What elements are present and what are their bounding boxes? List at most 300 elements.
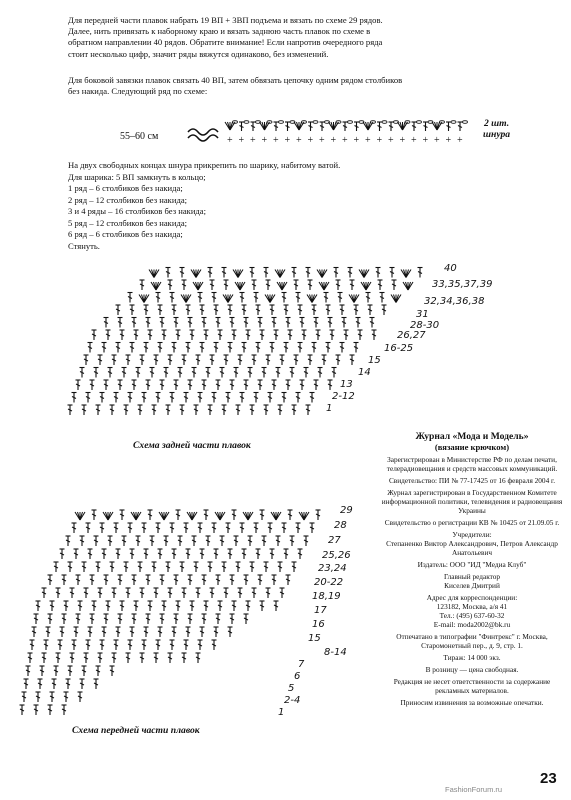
row-label: 18,19 [312,591,341,602]
stitch-symbol [190,330,195,340]
stitch-symbol [254,523,259,533]
stitch-symbol [252,588,257,598]
fan-symbol [151,282,161,290]
fan-symbol [319,282,329,290]
stitch-symbol [276,536,281,546]
stitch-symbol [354,343,359,353]
row-label: 40 [444,263,457,274]
stitch-symbol [232,330,237,340]
stitch-symbol [184,640,189,650]
stitch-symbol [200,627,205,637]
stitch-symbol [338,293,343,303]
stitch-symbol [160,614,165,624]
stitch-symbol [232,601,237,611]
imprint-circulation: Тираж: 14 000 экз. [443,653,501,662]
stitch-symbol [172,549,177,559]
stitch-symbol [220,368,225,378]
row-label: 27 [328,535,341,546]
stitch-symbol [377,122,382,131]
stitch-symbol [268,393,273,403]
stitch-symbol [328,318,333,328]
row-label: 5 [288,683,295,694]
imprint-founders: Степаненко Виктор Александрович, Петров Александр Анатольевич [386,539,558,557]
fan-symbol [277,282,287,290]
stitch-symbol [198,523,203,533]
fan-symbol [401,270,411,278]
stitch-symbol [250,405,255,415]
stitch-symbol [42,588,47,598]
stitch-symbol [336,280,341,290]
cord-count: 2 шт. [483,118,510,129]
fan-symbol [243,512,253,520]
stitch-symbol [32,627,37,637]
stitch-symbol [88,549,93,559]
stitch-symbol [130,627,135,637]
stitch-symbol [62,575,67,585]
stitch-symbol [260,330,265,340]
row-label: 25,26 [322,550,351,561]
stitch-symbol [318,368,323,378]
stitch-symbol [228,549,233,559]
stitch-symbol [94,536,99,546]
stitch-symbol [348,268,353,278]
fan-symbol [307,295,317,303]
stitch-symbol [330,330,335,340]
chain-symbol [279,121,284,124]
stitch-symbol [326,343,331,353]
row-label: 23,24 [318,563,347,574]
stitch-symbol [188,575,193,585]
stitch-symbol [22,692,27,702]
stitch-symbol [158,305,163,315]
stitch-symbol [246,330,251,340]
stitch-symbol [100,640,105,650]
stitch-symbol [96,666,101,676]
stitch-symbol [48,705,53,715]
stitch-symbol [274,330,279,340]
stitch-symbol [128,523,133,533]
stitch-symbol [156,640,161,650]
stitch-symbol [340,305,345,315]
instruction-line: 3 и 4 ряды – 16 столбиков без накида; [68,206,206,216]
stitch-symbol [212,523,217,533]
stitch-symbol [242,305,247,315]
stitch-symbol [300,380,305,390]
stitch-symbol [116,627,121,637]
imprint-apology: Приносим извинения за возможные опечатки. [400,698,544,707]
stitch-symbol [94,679,99,689]
stitch-symbol [164,368,169,378]
stitch-symbol [204,510,209,520]
stitch-symbol [196,653,201,663]
stitch-symbol [170,293,175,303]
stitch-symbol [102,549,107,559]
stitch-symbol [38,679,43,689]
stitch-symbol [210,355,215,365]
stitch-symbol [222,562,227,572]
imprint-editor: Киселев Дмитрий [444,581,500,590]
stitch-symbol [244,614,249,624]
stitch-symbol [202,380,207,390]
stitch-symbol [132,614,137,624]
stitch-symbol [146,380,151,390]
plus-symbol: + [284,135,291,146]
stitch-symbol [270,343,275,353]
stitch-symbol [120,601,125,611]
stitch-symbol [376,268,381,278]
stitch-symbol [82,666,87,676]
stitch-symbol [104,575,109,585]
fan-symbol [403,282,413,290]
stitch-symbol [144,549,149,559]
fan-symbol [131,512,141,520]
stitch-symbol [282,523,287,533]
stitch-symbol [20,705,25,715]
plus-symbol: + [307,135,314,146]
stitch-symbol [206,368,211,378]
stitch-symbol [264,562,269,572]
stitch-symbol [226,523,231,533]
stitch-symbol [294,280,299,290]
stitch-symbol [343,122,348,131]
plus-symbol: + [422,135,429,146]
stitch-symbol [292,562,297,572]
plus-symbol: + [319,135,325,146]
stitch-symbol [212,293,217,303]
stitch-symbol [356,318,361,328]
cord-word: шнура [483,129,511,140]
row-label: 33,35,37,39 [432,279,493,290]
stitch-symbol [118,614,123,624]
imprint-block [378,431,566,710]
stitch-symbol [80,368,85,378]
stitch-symbol [244,575,249,585]
plus-symbol: + [399,135,406,146]
stitch-symbol [54,666,59,676]
row-label: 28 [334,520,347,531]
stitch-symbol [130,549,135,559]
stitch-symbol [92,330,97,340]
stitch-symbol [68,562,73,572]
stitch-symbol [158,627,163,637]
stitch-symbol [230,614,235,624]
stitch-symbol [298,305,303,315]
watermark: FashionForum.ru [445,785,503,794]
stitch-symbol [308,355,313,365]
stitch-symbol [250,562,255,572]
stitch-symbol [48,614,53,624]
fan-symbol [223,295,233,303]
stitch-symbol [210,588,215,598]
row-label: 7 [298,659,305,670]
stitch-symbol [170,393,175,403]
stitch-symbol [170,640,175,650]
stitch-symbol [150,536,155,546]
stitch-symbol [214,343,219,353]
stitch-symbol [260,601,265,611]
stitch-symbol [62,614,67,624]
stitch-symbol [322,355,327,365]
row-label: 17 [314,605,327,616]
stitch-symbol [272,575,277,585]
stitch-symbol [250,268,255,278]
stitch-symbol [286,380,291,390]
stitch-symbol [268,523,273,533]
stitch-symbol [306,405,311,415]
plus-symbol: + [296,135,302,146]
stitch-symbol [412,122,417,131]
stitch-symbol [210,280,215,290]
stitch-symbol [188,318,193,328]
stitch-symbol [134,330,139,340]
plus-symbol: + [227,135,233,146]
plus-symbol: + [250,135,256,146]
stitch-symbol [114,393,119,403]
stitch-symbol [176,601,181,611]
fan-symbol [159,512,169,520]
row-label: 16 [312,619,325,630]
stitch-symbol [126,653,131,663]
stitch-symbol [110,405,115,415]
stitch-symbol [216,318,221,328]
stitch-symbol [56,588,61,598]
stitch-symbol [132,575,137,585]
stitch-symbol [108,368,113,378]
row-label: 6 [294,671,301,682]
stitch-symbol [138,405,143,415]
stitch-symbol [172,627,177,637]
stitch-symbol [340,343,345,353]
stitch-symbol [134,601,139,611]
stitch-symbol [280,355,285,365]
stitch-symbol [76,614,81,624]
chain-symbol [417,121,422,124]
stitch-symbol [423,122,428,131]
stitch-symbol [228,343,233,353]
instruction-line: 5 ряд – 12 столбиков без накида; [68,217,188,228]
stitch-symbol [136,536,141,546]
stitch-symbol [144,627,149,637]
front-chart-title: Схема передней части плавок [72,725,200,736]
stitch-symbol [308,122,313,131]
stitch-symbol [258,318,263,328]
stitch-symbol [236,562,241,572]
row-label: 32,34,36,38 [424,296,485,307]
stitch-symbol [148,601,153,611]
stitch-symbol [180,562,185,572]
row-label: 15 [368,355,381,366]
stitch-symbol [186,549,191,559]
stitch-symbol [112,588,117,598]
stitch-symbol [380,293,385,303]
stitch-symbol [110,562,115,572]
stitch-symbol [88,343,93,353]
stitch-symbol [154,653,159,663]
stitch-symbol [54,562,59,572]
fan-symbol [235,282,245,290]
stitch-symbol [324,293,329,303]
fan-symbol [349,295,359,303]
stitch-symbol [310,523,315,533]
stitch-symbol [188,380,193,390]
stitch-symbol [156,293,161,303]
stitch-symbol [92,601,97,611]
chain-symbol [382,121,387,124]
stitch-symbol [70,588,75,598]
stitch-symbol [290,368,295,378]
stitch-symbol [28,653,33,663]
stitch-symbol [26,666,31,676]
imprint-email: E-mail: moda2002@bk.ru [433,620,511,629]
stitch-symbol [86,640,91,650]
imprint-price: В розницу — цена свободная. [425,665,519,674]
stitch-symbol [96,562,101,572]
stitch-symbol [128,393,133,403]
stitch-symbol [34,614,39,624]
fan-symbol [271,512,281,520]
stitch-symbol [224,355,229,365]
stitch-symbol [90,575,95,585]
stitch-symbol [204,330,209,340]
plus-symbol: + [342,135,348,146]
stitch-symbol [262,536,267,546]
stitch-symbol [276,368,281,378]
stitch-symbol [70,653,75,663]
stitch-symbol [248,536,253,546]
stitch-symbol [140,588,145,598]
stitch-symbol [200,549,205,559]
stitch-symbol [82,562,87,572]
fan-symbol [193,282,203,290]
stitch-symbol [76,575,81,585]
row-label: 14 [358,367,371,378]
fan-symbol [317,270,327,278]
stitch-symbol [46,627,51,637]
stitch-symbol [202,575,207,585]
stitch-symbol [316,510,321,520]
stitch-symbol [256,343,261,353]
stitch-symbol [310,393,315,403]
stitch-symbol [282,293,287,303]
imprint-ukraine-certificate: Свидетельство о регистрации КВ № 10425 от 21.09.05 г. [384,518,560,527]
stitch-symbol [256,305,261,315]
stitch-symbol [160,380,165,390]
instruction-line: 2 ряд – 12 столбиков без накида; [68,194,188,205]
stitch-symbol [294,355,299,365]
fan-symbol [191,270,201,278]
back-part-crochet-chart [60,257,530,422]
imprint-phone: Тел.: (495) 637-60-32 [439,611,505,620]
stitch-symbol [102,343,107,353]
stitch-symbol [142,640,147,650]
stitch-symbol [174,575,179,585]
fan-symbol [265,295,275,303]
stitch-symbol [146,575,151,585]
stitch-symbol [300,318,305,328]
stitch-symbol [74,549,79,559]
imprint-publisher: Издатель: ООО "ИД "Медиа Клуб" [417,560,527,569]
stitch-symbol [50,601,55,611]
stitch-symbol [104,380,109,390]
stitch-symbol [208,562,213,572]
stitch-symbol [74,627,79,637]
stitch-symbol [150,368,155,378]
break-symbol-icon [186,126,220,144]
stitch-symbol [226,393,231,403]
stitch-symbol [190,601,195,611]
stitch-symbol [182,653,187,663]
stitch-symbol [292,268,297,278]
stitch-symbol [50,692,55,702]
chain-symbol [463,121,468,124]
stitch-symbol [262,368,267,378]
stitch-symbol [72,523,77,533]
stitch-symbol [156,393,161,403]
stitch-symbol [314,318,319,328]
stitch-symbol [372,330,377,340]
instruction-line: Стянуть. [68,240,100,251]
stitch-symbol [194,405,199,415]
stitch-symbol [56,653,61,663]
stitch-symbol [316,330,321,340]
plus-symbol: + [365,135,371,146]
stitch-symbol [218,601,223,611]
stitch-symbol [98,653,103,663]
stitch-symbol [122,368,127,378]
fan-symbol [75,512,85,520]
stitch-symbol [236,405,241,415]
stitch-symbol [320,122,325,131]
stitch-symbol [202,614,207,624]
stitch-symbol [140,280,145,290]
stitch-symbol [176,330,181,340]
row-label: 2-12 [332,391,355,402]
stitch-symbol [446,122,451,131]
stitch-symbol [234,368,239,378]
stitch-symbol [132,380,137,390]
stitch-symbol [218,330,223,340]
stitch-symbol [168,355,173,365]
stitch-symbol [128,293,133,303]
stitch-symbol [344,330,349,340]
stitch-symbol [120,330,125,340]
stitch-symbol [200,305,205,315]
stitch-symbol [224,588,229,598]
stitch-symbol [78,601,83,611]
stitch-symbol [366,293,371,303]
stitch-symbol [244,318,249,328]
stitch-symbol [285,122,290,131]
stitch-symbol [350,355,355,365]
imprint-certificate: Свидетельство: ПИ № 77-17425 от 16 февраля 2004 г. [388,476,556,485]
stitch-symbol [208,405,213,415]
fan-symbol [149,270,159,278]
stitch-symbol [66,536,71,546]
stitch-symbol [304,368,309,378]
stitch-symbol [280,588,285,598]
fan-symbol [299,512,309,520]
stitch-symbol [274,601,279,611]
instruction-line: 1 ряд – 6 столбиков без накида; [68,183,183,193]
intro-paragraph-1: Для передней части плавок набрать 19 ВП + 3ВП подъема и вязать по схеме 29 рядов. Далее, нить привязать к наборному краю и вязать заднюю часть плавок по схеме в обратном направлении 40 рядов. Обратите внимание! Если напротив очередного ряда стоит несколько цифр, значит ряды вяжутся одинаково, без изменений. [68,15,383,59]
imprint-address: 123182, Москва, а/я 41 [436,602,508,611]
stitch-symbol [42,653,47,663]
stitch-symbol [122,536,127,546]
stitch-symbol [98,355,103,365]
stitch-symbol [332,368,337,378]
stitch-symbol [178,536,183,546]
stitch-symbol [24,679,29,689]
